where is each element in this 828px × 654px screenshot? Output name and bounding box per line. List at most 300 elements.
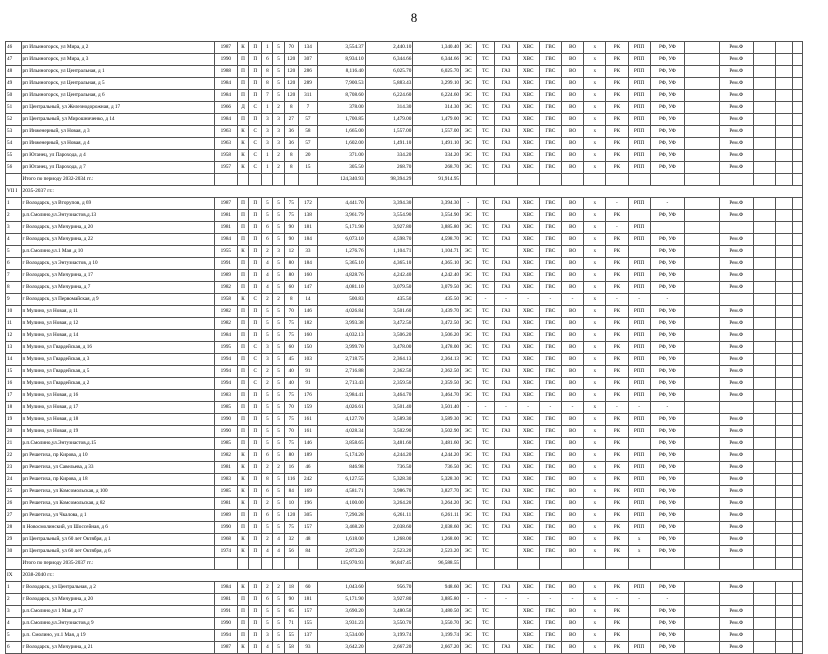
table-cell: 1	[262, 150, 273, 162]
table-cell: ЭС	[461, 282, 477, 294]
table-row	[6, 642, 803, 654]
table-cell: ХВС	[517, 318, 539, 330]
table-cell: 1,276.76	[317, 246, 365, 258]
table-cell: 3	[6, 222, 22, 234]
table-cell: п Мулино, ул Гвардейская, д 2	[21, 378, 214, 390]
table-cell: ЭС	[461, 390, 477, 402]
table-cell: Рем.Ф	[719, 618, 753, 630]
table-cell: 1991	[214, 606, 237, 618]
table-cell: П	[249, 258, 262, 270]
table-cell: РПП	[628, 162, 650, 174]
table-cell: РПП	[628, 510, 650, 522]
table-cell	[685, 90, 719, 102]
table-cell: ГВС	[539, 378, 561, 390]
table-cell: ВО	[561, 546, 583, 558]
table-cell	[214, 174, 237, 186]
table-cell: РК	[606, 378, 628, 390]
table-cell: VII I	[6, 186, 22, 198]
table-cell: ЭС	[461, 294, 477, 306]
table-cell: ВО	[561, 210, 583, 222]
table-cell	[753, 366, 775, 378]
table-cell: 268.70	[413, 162, 461, 174]
table-cell: 146	[298, 306, 317, 318]
table-cell: 8	[284, 150, 298, 162]
table-cell: П	[237, 630, 248, 642]
table-cell: ВО	[561, 342, 583, 354]
table-cell: 3,961.79	[317, 210, 365, 222]
table-cell	[792, 294, 802, 306]
table-row	[6, 318, 803, 330]
table-cell	[495, 246, 517, 258]
table-cell: РФ, УФ	[650, 546, 684, 558]
table-cell: ЭС	[461, 426, 477, 438]
table-cell: ВО	[561, 498, 583, 510]
table-cell: х	[584, 354, 606, 366]
table-cell	[753, 258, 775, 270]
table-cell: 7	[262, 90, 273, 102]
table-cell: ХВС	[517, 498, 539, 510]
table-cell	[792, 222, 802, 234]
table-cell: 3	[273, 246, 284, 258]
table-cell: 33	[298, 246, 317, 258]
table-cell: 189	[298, 450, 317, 462]
table-cell: 57	[298, 138, 317, 150]
table-cell: 2,440.10	[365, 42, 413, 54]
table-cell: ГВС	[539, 126, 561, 138]
table-cell: ТС	[476, 498, 495, 510]
table-cell: п Новосмолинский, ул Шоссейная, д 6	[21, 522, 214, 534]
table-cell	[792, 486, 802, 498]
table-cell: 1983	[214, 390, 237, 402]
table-cell: 2,716.88	[317, 366, 365, 378]
table-cell: 120	[284, 90, 298, 102]
table-cell: 5	[262, 402, 273, 414]
table-cell: РФ, УФ	[650, 42, 684, 54]
table-cell: ЭС	[461, 318, 477, 330]
table-cell: РФ, УФ	[650, 138, 684, 150]
table-cell: 27	[284, 114, 298, 126]
table-cell: 1,340.40	[413, 42, 461, 54]
table-cell: ХВС	[517, 378, 539, 390]
table-cell: ЭС	[461, 138, 477, 150]
table-cell: Рем.Ф	[719, 606, 753, 618]
table-cell: П	[249, 486, 262, 498]
table-cell: г Володарск, ул Мичурина, д 20	[21, 594, 214, 606]
table-cell: 1994	[214, 630, 237, 642]
table-cell: ЭС	[461, 102, 477, 114]
table-row	[6, 150, 803, 162]
table-cell: 1966	[214, 102, 237, 114]
table-cell: РК	[606, 318, 628, 330]
table-cell: П	[249, 606, 262, 618]
table-cell	[776, 270, 793, 282]
table-cell: п Мулино, ул Новая, д 16	[21, 390, 214, 402]
table-cell	[685, 54, 719, 66]
table-cell: П	[249, 282, 262, 294]
table-cell: 6	[6, 642, 22, 654]
table-cell: 5,328.30	[365, 474, 413, 486]
table-cell: х	[584, 54, 606, 66]
table-cell: РФ, УФ	[650, 306, 684, 318]
table-cell	[753, 54, 775, 66]
table-row	[6, 546, 803, 558]
table-cell: РФ, УФ	[650, 582, 684, 594]
table-cell: 1987	[214, 198, 237, 210]
table-cell: ВО	[561, 114, 583, 126]
table-cell: РПП	[628, 90, 650, 102]
table-cell	[776, 246, 793, 258]
table-cell	[776, 282, 793, 294]
total-label: Итого по периоду 2032-2034 гг.:	[21, 174, 214, 186]
table-row	[6, 186, 803, 198]
table-cell: РК	[606, 282, 628, 294]
table-cell: РФ, УФ	[650, 510, 684, 522]
table-cell: РК	[606, 426, 628, 438]
table-cell: -	[561, 294, 583, 306]
table-cell	[685, 222, 719, 234]
table-cell: 286	[298, 66, 317, 78]
table-cell: ВО	[561, 318, 583, 330]
table-cell: 5	[273, 270, 284, 282]
table-row	[6, 426, 803, 438]
table-cell: 5	[273, 378, 284, 390]
table-cell: 1985	[214, 486, 237, 498]
table-cell: П	[249, 510, 262, 522]
table-cell: 4	[6, 618, 22, 630]
table-cell	[476, 174, 495, 186]
table-cell: 3,690.20	[317, 606, 365, 618]
table-cell: 435.50	[365, 294, 413, 306]
table-cell: 1,491.10	[413, 138, 461, 150]
table-cell: РФ, УФ	[650, 66, 684, 78]
table-row	[6, 570, 803, 582]
table-cell: 75	[284, 210, 298, 222]
table-cell	[776, 306, 793, 318]
table-cell: х	[584, 390, 606, 402]
table-cell: ХВС	[517, 510, 539, 522]
table-cell: 70	[284, 42, 298, 54]
table-cell	[792, 426, 802, 438]
table-cell: 25	[6, 486, 22, 498]
table-cell: ГВС	[539, 438, 561, 450]
table-cell: 1	[6, 198, 22, 210]
table-cell: 48	[298, 534, 317, 546]
table-cell: х	[584, 198, 606, 210]
table-cell: РФ, УФ	[650, 486, 684, 498]
table-cell: х	[584, 270, 606, 282]
table-cell: ГАЗ	[495, 342, 517, 354]
table-cell: ТС	[476, 198, 495, 210]
table-cell: С	[249, 354, 262, 366]
table-cell: К	[237, 246, 248, 258]
table-cell: ГАЗ	[495, 450, 517, 462]
table-cell: 1963	[214, 138, 237, 150]
table-cell: 147	[298, 282, 317, 294]
table-cell	[685, 42, 719, 54]
table-cell: ТС	[476, 366, 495, 378]
table-cell	[776, 618, 793, 630]
table-row	[6, 270, 803, 282]
table-cell: 1984	[214, 114, 237, 126]
table-cell: РПП	[628, 390, 650, 402]
table-cell	[628, 246, 650, 258]
table-cell: Рем.Ф	[719, 390, 753, 402]
table-cell	[792, 102, 802, 114]
table-cell: 6,344.66	[365, 54, 413, 66]
table-cell: ГВС	[539, 426, 561, 438]
table-cell: 8	[284, 102, 298, 114]
table-cell: ГВС	[539, 270, 561, 282]
table-cell: 1990	[214, 54, 237, 66]
table-cell: П	[249, 210, 262, 222]
table-cell: г Володарск, ул Мичурина, д 22	[21, 234, 214, 246]
table-row	[6, 438, 803, 450]
table-cell: 120	[284, 54, 298, 66]
table-cell: ГАЗ	[495, 222, 517, 234]
table-row	[6, 414, 803, 426]
table-cell	[685, 498, 719, 510]
table-cell: ВО	[561, 150, 583, 162]
table-cell: РФ, УФ	[650, 462, 684, 474]
table-cell: РПП	[628, 342, 650, 354]
table-cell	[685, 534, 719, 546]
table-cell	[753, 282, 775, 294]
table-cell: ХВС	[517, 642, 539, 654]
table-cell: ЭС	[461, 66, 477, 78]
table-cell: -	[495, 402, 517, 414]
table-cell	[792, 54, 802, 66]
table-cell: РК	[606, 438, 628, 450]
table-cell: 40	[284, 366, 298, 378]
table-cell: ГВС	[539, 66, 561, 78]
table-cell: г Володарск, ул Мичурина, д 17	[21, 270, 214, 282]
table-cell	[776, 102, 793, 114]
table-cell: РПП	[628, 102, 650, 114]
table-cell: ЭС	[461, 246, 477, 258]
table-cell: п Мулино, ул Новая, д 18	[21, 414, 214, 426]
table-cell	[628, 174, 650, 186]
table-cell	[776, 426, 793, 438]
table-cell: х	[584, 534, 606, 546]
table-cell: ГВС	[539, 462, 561, 474]
table-cell: 3,472.50	[365, 318, 413, 330]
table-cell: 2	[262, 534, 273, 546]
table-cell: ГВС	[539, 606, 561, 618]
table-cell	[650, 174, 684, 186]
table-cell: х	[584, 474, 606, 486]
table-cell	[753, 414, 775, 426]
table-cell: 20	[6, 426, 22, 438]
table-cell: х	[584, 498, 606, 510]
table-cell	[753, 450, 775, 462]
table-row	[6, 258, 803, 270]
table-cell: ЭС	[461, 54, 477, 66]
table-cell: РК	[606, 234, 628, 246]
table-cell: п Мулино, ул Новая, д 12	[21, 318, 214, 330]
table-cell	[792, 522, 802, 534]
table-cell: х	[584, 606, 606, 618]
table-cell: п Мулино, ул Новая, д 19	[21, 426, 214, 438]
table-cell	[685, 438, 719, 450]
table-cell: 6	[262, 450, 273, 462]
table-cell: РФ, УФ	[650, 246, 684, 258]
table-cell: ТС	[476, 486, 495, 498]
table-cell: ГВС	[539, 138, 561, 150]
table-cell	[753, 606, 775, 618]
table-cell	[495, 534, 517, 546]
table-cell: 5	[262, 330, 273, 342]
table-cell: ГАЗ	[495, 486, 517, 498]
table-cell	[792, 582, 802, 594]
table-cell: ЭС	[461, 126, 477, 138]
table-cell: 3,264.20	[413, 498, 461, 510]
table-cell	[753, 438, 775, 450]
table-cell: 90	[284, 222, 298, 234]
table-cell: х	[584, 294, 606, 306]
table-cell	[776, 462, 793, 474]
table-cell	[792, 270, 802, 282]
table-cell: ГВС	[539, 318, 561, 330]
table-cell: ЭС	[461, 354, 477, 366]
table-cell: ТС	[476, 414, 495, 426]
table-cell	[792, 210, 802, 222]
table-cell	[792, 306, 802, 318]
table-cell: ХВС	[517, 534, 539, 546]
table-cell: -	[476, 594, 495, 606]
table-cell: РФ, УФ	[650, 102, 684, 114]
table-cell: 6	[262, 594, 273, 606]
table-cell: 5	[273, 438, 284, 450]
table-cell: 1974	[214, 546, 237, 558]
table-cell: П	[237, 234, 248, 246]
table-cell	[776, 354, 793, 366]
housing-table	[5, 41, 803, 654]
table-cell: П	[237, 378, 248, 390]
table-cell: РПП	[628, 522, 650, 534]
table-cell: ВО	[561, 78, 583, 90]
table-cell: ЭС	[461, 618, 477, 630]
table-cell: ТС	[476, 582, 495, 594]
table-cell: 1982	[214, 282, 237, 294]
table-cell	[792, 618, 802, 630]
table-cell: 3	[273, 138, 284, 150]
table-cell: П	[249, 198, 262, 210]
table-cell	[753, 534, 775, 546]
table-cell: ЭС	[461, 510, 477, 522]
table-cell: ГАЗ	[495, 42, 517, 54]
table-cell: 435.50	[413, 294, 461, 306]
table-cell: 196	[298, 498, 317, 510]
table-cell: 2,362.50	[413, 366, 461, 378]
table-cell: 3	[273, 126, 284, 138]
table-cell: РПП	[628, 66, 650, 78]
table-cell	[685, 426, 719, 438]
table-cell: рп Решетиха, ул Комсомольская, д 82	[21, 498, 214, 510]
table-cell: 1	[262, 42, 273, 54]
table-cell	[776, 90, 793, 102]
table-cell: х	[584, 90, 606, 102]
table-cell: х	[584, 450, 606, 462]
table-cell: 8	[6, 282, 22, 294]
table-cell: г Володарск, ул Первомайская, д 9	[21, 294, 214, 306]
table-cell: 3,885.80	[413, 594, 461, 606]
table-cell: П	[249, 522, 262, 534]
table-cell	[792, 402, 802, 414]
table-cell: ТС	[476, 378, 495, 390]
table-cell: С	[249, 162, 262, 174]
table-cell: 23	[6, 462, 22, 474]
table-cell: 1985	[214, 438, 237, 450]
table-cell: С	[249, 138, 262, 150]
table-cell: 52	[6, 114, 22, 126]
table-cell: 5	[273, 522, 284, 534]
table-cell: 21	[6, 438, 22, 450]
table-cell: ГАЗ	[495, 198, 517, 210]
table-cell: К	[237, 582, 248, 594]
table-cell: 500.83	[317, 294, 365, 306]
table-cell	[214, 558, 237, 570]
table-cell: 305.50	[317, 162, 365, 174]
table-cell: 2,713.43	[317, 378, 365, 390]
table-cell: ХВС	[517, 150, 539, 162]
table-cell: рп Юганец, ул Парохода, д 4	[21, 150, 214, 162]
table-cell: -	[561, 594, 583, 606]
table-cell: 80	[284, 270, 298, 282]
table-cell: 2,523.20	[365, 546, 413, 558]
table-cell: 5	[262, 198, 273, 210]
table-cell: ГАЗ	[495, 258, 517, 270]
table-cell: 184	[298, 234, 317, 246]
table-cell: 4,365.10	[365, 258, 413, 270]
table-cell: С	[249, 102, 262, 114]
table-cell	[776, 198, 793, 210]
table-cell: П	[249, 318, 262, 330]
table-cell: 18	[284, 582, 298, 594]
table-cell	[273, 174, 284, 186]
table-cell	[792, 606, 802, 618]
table-cell: ТС	[476, 606, 495, 618]
table-cell: 736.50	[365, 462, 413, 474]
table-cell	[685, 150, 719, 162]
table-cell: П	[237, 282, 248, 294]
table-cell: РФ, УФ	[650, 534, 684, 546]
table-cell: ГАЗ	[495, 150, 517, 162]
table-cell: 5	[273, 354, 284, 366]
table-cell: ЭС	[461, 114, 477, 126]
table-cell: ГВС	[539, 354, 561, 366]
table-cell: 1982	[214, 306, 237, 318]
table-cell: РК	[606, 42, 628, 54]
table-cell: рп Центральный, ул 60 лет Октября, д 6	[21, 546, 214, 558]
table-cell	[776, 234, 793, 246]
table-cell: 3,554.37	[317, 42, 365, 54]
table-cell: РК	[606, 366, 628, 378]
table-cell: 846.98	[317, 462, 365, 474]
table-cell: ХВС	[517, 198, 539, 210]
table-cell: 3,827.70	[413, 486, 461, 498]
table-cell	[776, 486, 793, 498]
table-cell: Рем.Ф	[719, 198, 753, 210]
table-cell: ХВС	[517, 366, 539, 378]
table-cell: ТС	[476, 642, 495, 654]
table-cell	[776, 258, 793, 270]
table-row	[6, 42, 803, 54]
table-cell: РК	[606, 162, 628, 174]
table-cell: ВО	[561, 414, 583, 426]
table-cell: 4,598.70	[365, 234, 413, 246]
table-cell	[628, 618, 650, 630]
table-cell: 91	[298, 366, 317, 378]
